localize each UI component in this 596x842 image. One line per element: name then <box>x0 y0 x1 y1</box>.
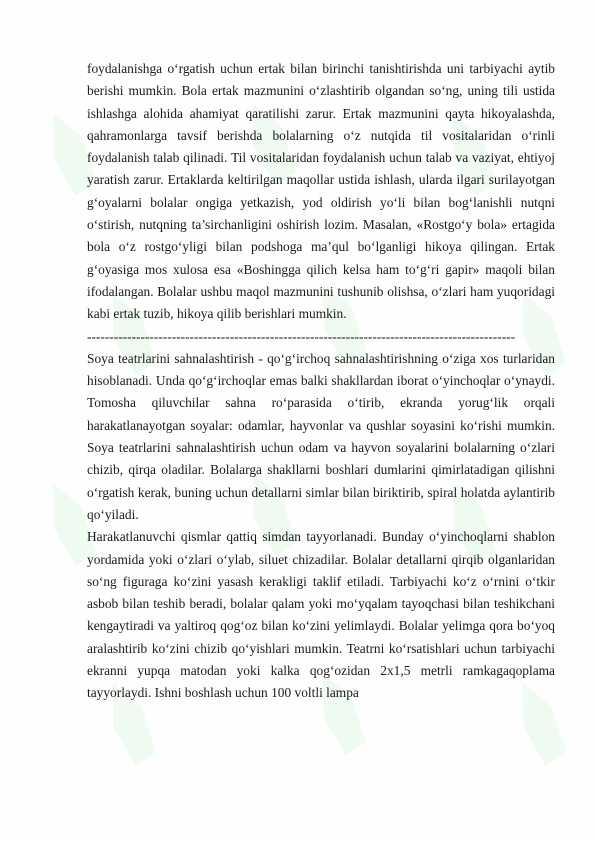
paragraph-2: Soya teatrlarini sahnalashtirish - qo‘g‘irchoq sahnalashtirishning o‘ziga xos turlaridan hisoblanadi. Unda qo‘g‘irchoqlar emas balki shakllardan iborat o‘yinchoqlar o‘ynaydi. Tomosha qiluvchilar sahna ro‘parasida o‘tirib, ekranda yorug‘lik orqali harakatlanayotgan soyalar: odamlar, hayvonlar va qushlar soyasini ko‘rishi mumkin. Soya teatrlarini sahnalashtirish uchun odam va hayvon soyalarini bolalarning o‘zlari chizib, qirqa oladilar. Bolalarga shakllarni boshlari dumlarini qimirlatadigan qilishni o‘rgatish kerak, buning uchun detallarni simlar bilan biriktirib, spiral holatda aylantirib qo‘yiladi. <box>87 350 555 522</box>
paragraph-3: Harakatlanuvchi qismlar qattiq simdan tayyorlanadi. Bunday o‘yinchoqlarni shablon yordamida yoki o‘zlari o‘ylab, siluet chizadilar. Bolalar detallarni qirqib olganlaridan so‘ng figuraga ko‘zini yasash kerakligi taklif etiladi. Tarbiyachi ko‘z o‘rnini o‘tkir asbob bilan teshib beradi, bolalar qalam yoki mo‘yqalam tayoqchasi bilan teshikchani kengaytiradi va yaltiroq qog‘oz bilan ko‘zini yelimlaydi. Bolalar yelimga qora bo‘yoq aralashtirib ko‘zini chizib qo‘yishlari mumkin. Teatrni ko‘rsatishlari uchun tarbiyachi ekranni yupqa matodan yoki kalka qog‘ozidan 2x1,5 metrli ramkagaqoplama tayyorlaydi. Ishni boshlash uchun 100 voltli lampa <box>87 529 555 701</box>
document-page <box>87 58 555 705</box>
section-divider: ------------------------------------------------------------------------------------------------ <box>87 328 516 344</box>
paragraph-1: foydalanishga o‘rgatish uchun ertak bilan birinchi tanishtirishda uni tarbiyachi aytib berishi mumkin. Bola ertak mazmunini o‘zlashtirib olgandan so‘ng, uning tili ustida ishlashga alohida ahamiyat qaratilishi zarur. Ertak mazmunini qayta hikoyalashda, qahramonlarga tavsif berishda bolalarning o‘z nutqida til vositalaridan o‘rinli foydalanish talab qilinadi. Til vositalaridan foydalanish uchun talab va vaziyat, ehtiyoj yaratish zarur. Ertaklarda keltirilgan maqollar ustida ishlash, ularda ilgari surilayotgan g‘oyalarni bolalar ongiga yetkazish, yod oldirish yo‘li bilan bog‘lanishli nutqni o‘stirish, nutqning ta’sirchanligini oshirish lozim. Masalan, «Rostgo‘y bola» ertagida bola o‘z rostgo‘yligi bilan podshoga ma’qul bo‘lganligi hikoya qilingan. Ertak g‘oyasiga mos xulosa esa «Boshingga qilich kelsa ham to‘g‘ri gapir» maqoli bilan ifodalangan. Bolalar ushbu maqol mazmunini tushunib olishsa, o‘zlari ham yuqoridagi kabi ertak tuzib, hikoya qilib berishlari mumkin. <box>87 61 555 322</box>
